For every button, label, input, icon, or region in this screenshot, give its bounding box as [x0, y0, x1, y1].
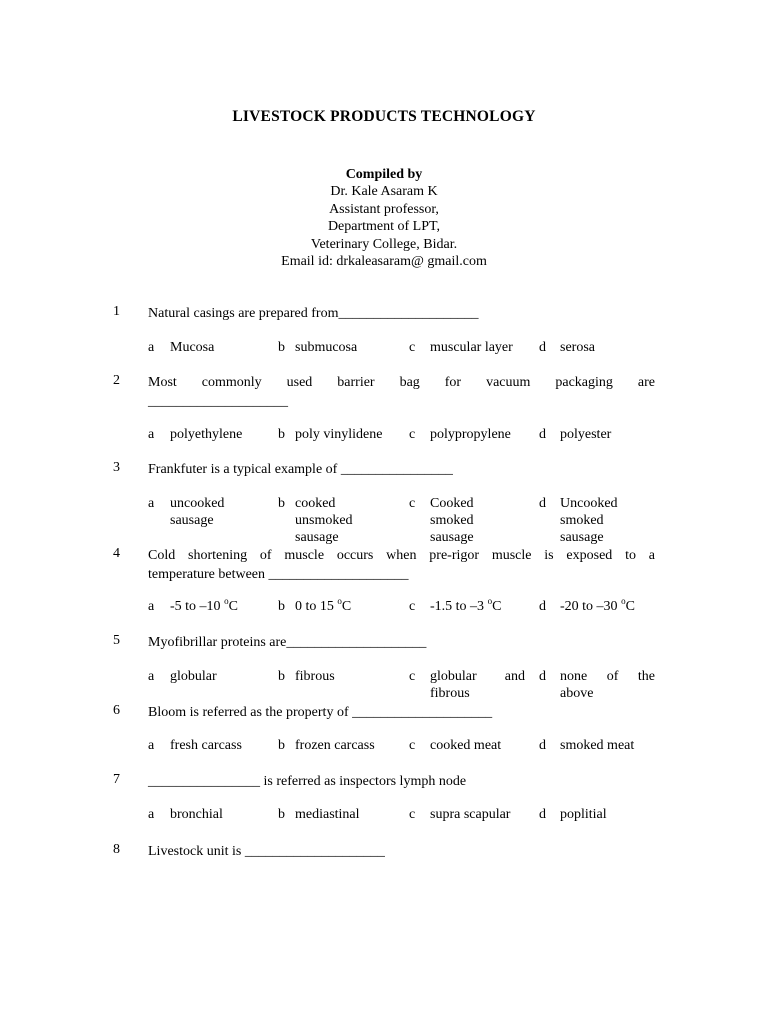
option-unit: C — [492, 599, 502, 614]
option-text: fibrous — [295, 669, 335, 684]
question-number: 3 — [113, 460, 120, 475]
option-text: submucosa — [295, 340, 358, 355]
author-position: Assistant professor, — [329, 201, 439, 217]
question-text: ________________ is referred as inspectors lymph node — [148, 774, 467, 789]
option-letter: b — [278, 340, 285, 355]
option-letter: a — [148, 807, 155, 822]
option-text: bronchial — [170, 807, 223, 822]
option-letter: a — [148, 738, 155, 753]
option-text: poly vinylidene — [295, 427, 383, 442]
question-number: 4 — [113, 546, 120, 561]
option-letter: c — [409, 427, 416, 442]
option-letter: a — [148, 599, 155, 614]
option-value: -1.5 to –3 — [430, 599, 485, 614]
question-text — [148, 546, 655, 584]
option-unit: C — [625, 599, 635, 614]
question-text: Frankfuter is a typical example of ________________ — [148, 462, 453, 477]
option-letter: b — [278, 669, 285, 684]
question-number: 6 — [113, 703, 120, 718]
option-value: -5 to –10 — [170, 599, 221, 614]
option-letter: a — [148, 496, 155, 511]
option-text — [560, 598, 635, 615]
option-text — [295, 495, 353, 546]
option-text: poplitial — [560, 807, 607, 822]
question-text-line: ____________________ — [148, 394, 288, 409]
option-text-line: above — [560, 686, 594, 701]
option-text: muscular layer — [430, 340, 513, 355]
option-letter: b — [278, 496, 285, 511]
option-text-line: smoked — [430, 513, 474, 528]
option-text: polyethylene — [170, 427, 243, 442]
option-text-line: Uncooked — [560, 496, 618, 511]
option-text: polyester — [560, 427, 612, 442]
author-college: Veterinary College, Bidar. — [310, 236, 458, 252]
option-letter: b — [278, 807, 285, 822]
option-letter: b — [278, 599, 285, 614]
option-text-line: sausage — [560, 530, 604, 545]
document-title: LIVESTOCK PRODUCTS TECHNOLOGY — [232, 108, 536, 125]
option-text-line: sausage — [295, 530, 339, 545]
option-text: mediastinal — [295, 807, 360, 822]
question-number: 5 — [113, 633, 120, 648]
option-text: fresh carcass — [170, 738, 242, 753]
option-letter: c — [409, 738, 416, 753]
option-text-line: unsmoked — [295, 513, 353, 528]
question-number: 8 — [113, 842, 120, 857]
option-letter: c — [409, 340, 416, 355]
question-number: 1 — [113, 304, 120, 319]
degree-symbol: o — [487, 596, 493, 606]
option-letter: d — [539, 427, 546, 442]
option-unit: C — [341, 599, 352, 614]
option-letter: b — [278, 427, 285, 442]
option-text-line: cooked — [295, 496, 336, 511]
option-letter: a — [148, 427, 155, 442]
degree-symbol: o — [337, 596, 342, 606]
option-text: serosa — [560, 340, 595, 355]
question-number: 2 — [113, 373, 120, 388]
option-text-line: Cooked — [430, 496, 474, 511]
option-text: Mucosa — [170, 340, 215, 355]
option-letter: c — [409, 807, 416, 822]
option-letter: a — [148, 669, 155, 684]
degree-symbol: o — [224, 596, 229, 606]
option-value: 0 to 15 — [295, 599, 334, 614]
option-letter: d — [539, 599, 546, 614]
option-letter: d — [539, 807, 546, 822]
compiled-by-heading: Compiled by — [345, 167, 423, 182]
option-text — [430, 495, 474, 546]
question-text-line: temperature between ____________________ — [148, 567, 409, 582]
option-letter: c — [409, 669, 416, 684]
question-text-line: Cold shortening of muscle occurs when pre-rigor muscle is exposed to a — [148, 548, 655, 563]
option-text: frozen carcass — [295, 738, 375, 753]
author-email: Email id: drkaleasaram@ gmail.com — [281, 254, 487, 270]
option-text — [170, 598, 238, 615]
author-department: Department of LPT, — [327, 219, 441, 235]
compiled-by-block — [0, 166, 768, 270]
question-text: Myofibrillar proteins are____________________ — [148, 635, 427, 650]
option-text-line: smoked — [560, 513, 604, 528]
option-unit: C — [228, 599, 238, 614]
option-text-line: uncooked — [170, 496, 225, 511]
option-letter: d — [539, 669, 546, 684]
option-text-line: sausage — [430, 530, 474, 545]
option-text: cooked meat — [430, 738, 502, 753]
option-letter: d — [539, 738, 546, 753]
option-text-line: globular and — [430, 669, 525, 684]
option-letter: c — [409, 496, 416, 511]
option-letter: a — [148, 340, 155, 355]
option-text: polypropylene — [430, 427, 511, 442]
option-value: -20 to –30 — [560, 599, 618, 614]
option-text-line: none of the — [560, 669, 655, 684]
option-letter: b — [278, 738, 285, 753]
option-text — [560, 495, 618, 546]
option-text-line: fibrous — [430, 686, 470, 701]
option-text: supra scapular — [430, 807, 511, 822]
question-text — [148, 373, 655, 411]
option-text-line: sausage — [170, 513, 214, 528]
option-letter: c — [409, 599, 416, 614]
option-text — [170, 495, 224, 529]
option-text — [295, 598, 351, 615]
option-text — [430, 598, 501, 615]
option-text: globular — [170, 669, 217, 684]
question-text-line: Most commonly used barrier bag for vacuum packaging are — [148, 375, 655, 390]
option-text — [560, 668, 655, 702]
question-text: Livestock unit is ____________________ — [148, 844, 385, 859]
option-text — [430, 668, 525, 702]
degree-symbol: o — [621, 596, 626, 606]
question-text: Natural casings are prepared from____________________ — [148, 306, 479, 321]
option-text: smoked meat — [560, 738, 635, 753]
option-letter: d — [539, 496, 546, 511]
question-number: 7 — [113, 772, 120, 787]
author-name: Dr. Kale Asaram K — [330, 184, 438, 200]
option-letter: d — [539, 340, 546, 355]
question-text: Bloom is referred as the property of ____________________ — [148, 705, 493, 720]
